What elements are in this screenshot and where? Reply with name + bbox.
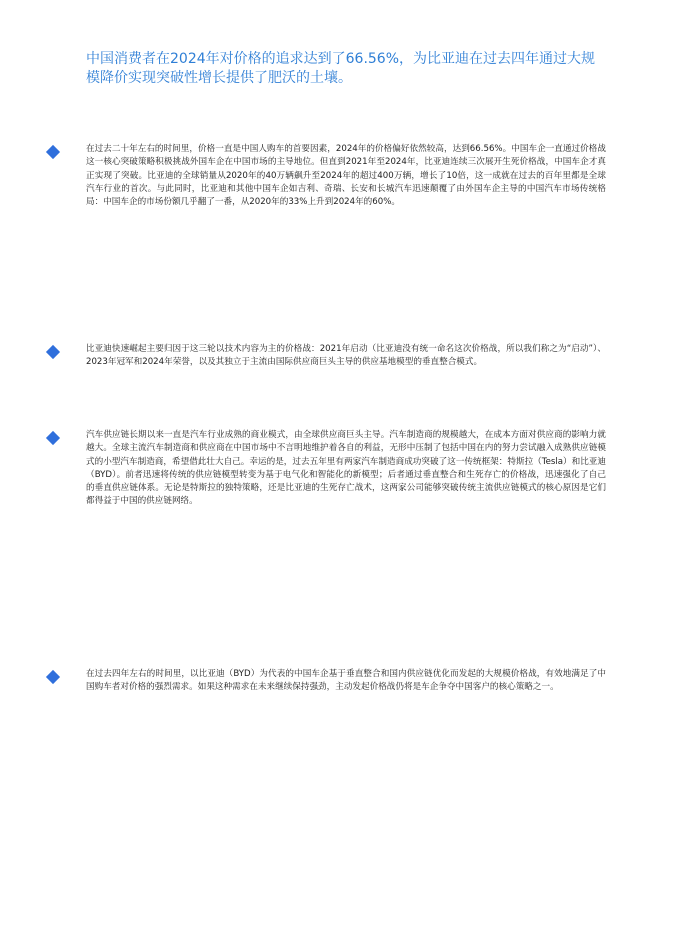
body-paragraph: 在过去四年左右的时间里，以比亚迪（BYD）为代表的中国车企基于垂直整合和国内供应链优化而发起的大规模价格战，有效地满足了中国购车者对价格的强烈需求。如果这种需求在未来继续保持强劲，主动发起价格战仍将是车企争夺中国客户的核心策略之一。 [86, 669, 606, 693]
body-paragraph: 汽车供应链长期以来一直是汽车行业成熟的商业模式，由全球供应商巨头主导。汽车制造商的规模越大，在成本方面对供应商的影响力就越大。全球主流汽车制造商和供应商在中国市场中不言明地维护着各自的利益，无形中压制了包括中国在内的努力尝试融入成熟供应链模式的小型汽车制造商，希望借此壮大自己。幸运的是，过去五年里有两家汽车制造商成功突破了这一传统框架：特斯拉（Tesla）和比亚迪（BYD）。前者迅速将传统的供应链模型转变为基于电气化和智能化的新模型；后者通过垂直整合和生死存亡的价格战，迅速强化了自己的垂直供应链体系。无论是特斯拉的独特策略，还是比亚迪的生死存亡战术，这两家公司能够突破传统主流供应链模式的核心原因是它们都得益于中国的供应链网络。 [86, 430, 606, 507]
body-paragraph: 在过去二十年左右的时间里，价格一直是中国人购车的首要因素，2024年的价格偏好依然较高，达到66.56%。中国车企一直通过价格战这一核心突破策略积极挑战外国车企在中国市场的主导地位。但直到2021年至2024年，比亚迪连续三次展开生死价格战，中国车企才真正实现了突破。比亚迪的全球销量从2020年的40万辆飙升至2024年的超过400万辆，增长了10倍，这一成就在过去的百年里都是全球汽车行业的首次。与此同时，比亚迪和其他中国车企如吉利、奇瑞、长安和长城汽车迅速颠覆了由外国车企主导的中国汽车市场传统格局：中国车企的市场份额几乎翻了一番，从2020年的33%上升到2024年的60%。 [86, 144, 606, 208]
page-title: 中国消费者在2024年对价格的追求达到了66.56%，为比亚迪在过去四年通过大规模降价实现突破性增长提供了肥沃的土壤。 [86, 51, 596, 86]
diamond-bullet-icon [46, 431, 60, 445]
diamond-bullet-icon [46, 670, 60, 684]
diamond-bullet-icon [46, 145, 60, 159]
body-paragraph: 比亚迪快速崛起主要归因于这三轮以技术内容为主的价格战：2021年启动（比亚迪没有统一命名这次价格战，所以我们称之为“启动”）、2023年冠军和2024年荣誉，以及其独立于主流由国际供应商巨头主导的供应基地模型的垂直整合模式。 [86, 344, 606, 368]
diamond-bullet-icon [46, 345, 60, 359]
